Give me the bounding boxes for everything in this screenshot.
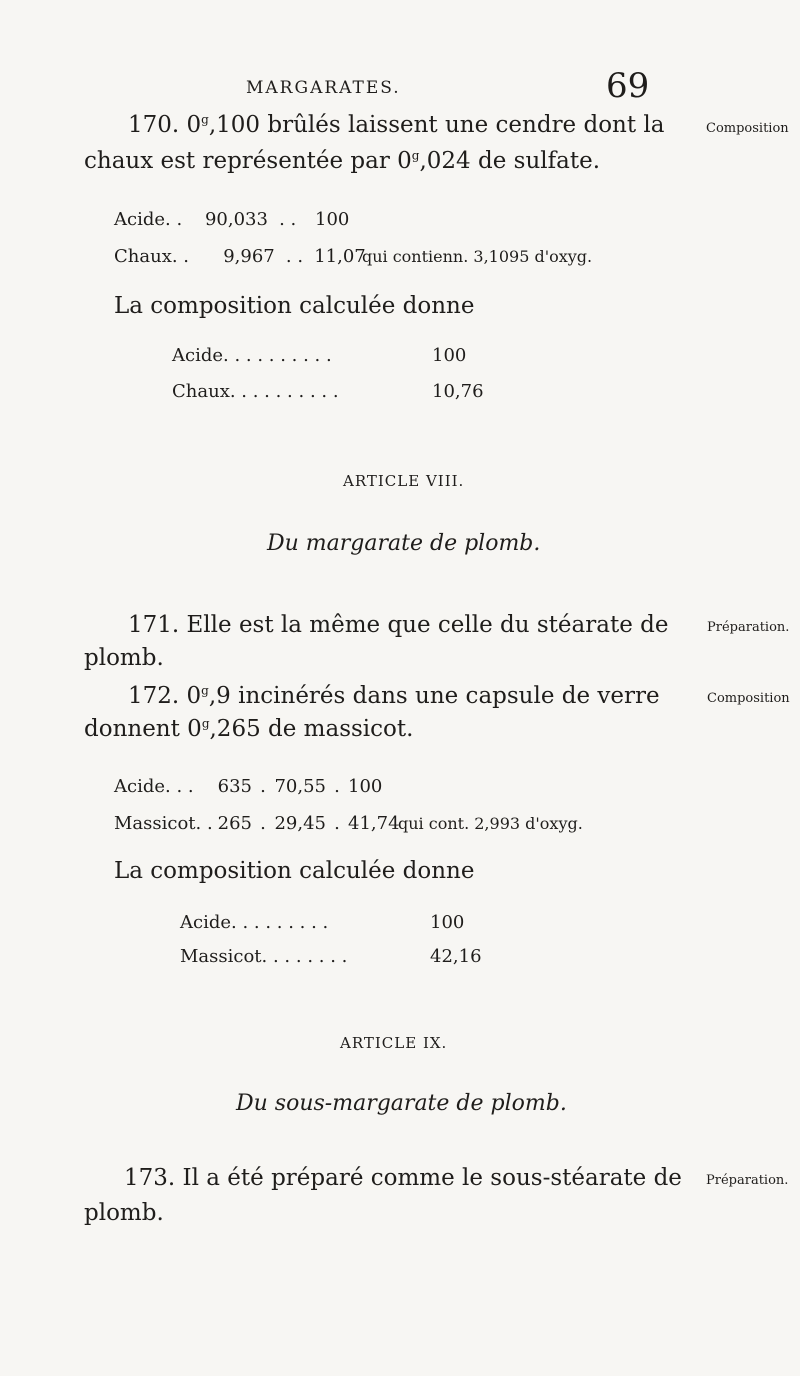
table2-row-acide: Acide. . . 635 . 70,55 . 100 [114, 776, 383, 797]
margin-note-preparation-1: Préparation. [707, 620, 790, 635]
margin-note-preparation-2: Préparation. [706, 1173, 789, 1188]
margin-note-composition-2: Composition [707, 691, 790, 706]
calc2-heading: La composition calculée donne [114, 858, 475, 884]
paragraph-172-line1: 172. 0$^g$,9 incinérés dans une capsule de verre [128, 683, 660, 709]
paragraph-170-line1: 170. 0$^g$,100 brûlés laissent une cendre dont la [128, 112, 665, 138]
paragraph-173-line2: plomb. [84, 1200, 164, 1226]
paragraph-173-line1: 173. Il a été préparé comme le sous-stéarate de [124, 1165, 682, 1191]
calc2-row-acide: Acide. . . . . . . . . 100 [180, 912, 465, 933]
paragraph-171-line2: plomb. [84, 645, 164, 671]
page-number: 69 [606, 66, 650, 106]
table1-row-chaux: Chaux. . 9,967 . . 11,07 qui contienn. 3,1095 d'oxyg. [114, 246, 593, 267]
paragraph-172-line2: donnent 0$^g$,265 de massicot. [84, 716, 414, 742]
article-ix-heading: ARTICLE IX. [340, 1034, 448, 1052]
running-title: MARGARATES. [246, 78, 401, 98]
calc1-row-chaux: Chaux. . . . . . . . . . 10,76 [172, 381, 484, 402]
table2-row-massicot: Massicot. . 265 . 29,45 . 41,74qui cont. 2,993 d'oxyg. [114, 813, 583, 834]
margin-note-composition-1: Composition [706, 121, 789, 136]
calc1-heading: La composition calculée donne [114, 293, 475, 319]
paragraph-170-line2: chaux est représentée par 0$^g$,024 de sulfate. [84, 148, 601, 174]
article-viii-heading: ARTICLE VIII. [343, 472, 465, 490]
article-viii-title: Du margarate de plomb. [267, 531, 541, 556]
calc2-row-massicot: Massicot. . . . . . . . 42,16 [180, 946, 482, 967]
article-ix-title: Du sous-margarate de plomb. [236, 1091, 567, 1116]
calc1-row-acide: Acide. . . . . . . . . . 100 [172, 345, 467, 366]
table1-row-acide: Acide. . 90,033 . . 100 [114, 209, 350, 230]
paragraph-171-line1: 171. Elle est la même que celle du stéarate de [128, 612, 669, 638]
